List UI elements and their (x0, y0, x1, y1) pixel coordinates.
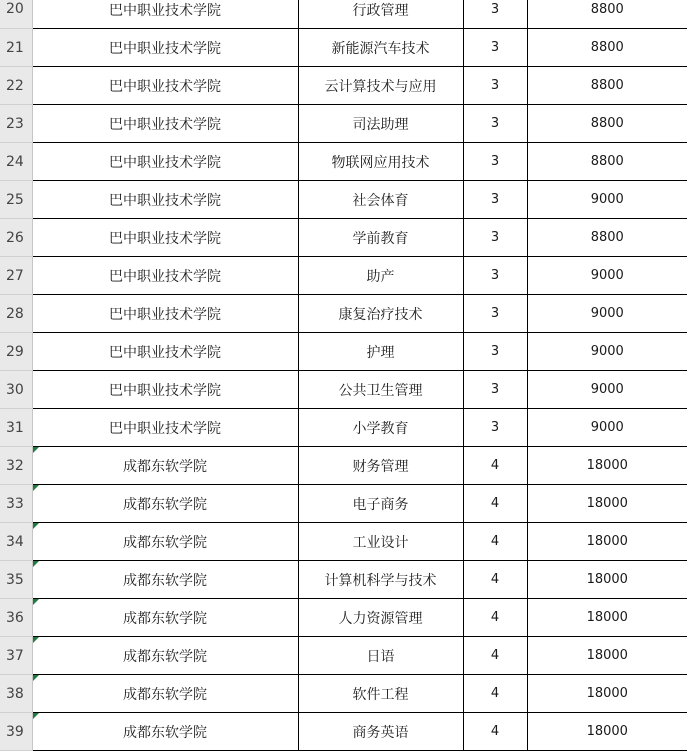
table-row (0, 713, 687, 751)
table-row (0, 181, 687, 219)
cell-school[interactable]: 成都东软学院 (32, 675, 298, 713)
table-row (0, 637, 687, 675)
cell-major[interactable]: 司法助理 (298, 105, 463, 143)
cell-fee[interactable]: 18000 (527, 485, 687, 523)
row-header[interactable]: 29 (0, 333, 32, 371)
cell-major[interactable]: 小学教育 (298, 409, 463, 447)
cell-major[interactable]: 软件工程 (298, 675, 463, 713)
cell-years[interactable]: 4 (463, 523, 527, 561)
cell-major[interactable]: 工业设计 (298, 523, 463, 561)
table-row (0, 561, 687, 599)
cell-major[interactable]: 云计算技术与应用 (298, 67, 463, 105)
cell-years[interactable]: 4 (463, 637, 527, 675)
table-row (0, 447, 687, 485)
row-header[interactable]: 22 (0, 67, 32, 105)
cell-school[interactable]: 巴中职业技术学院 (32, 257, 298, 295)
cell-years[interactable]: 4 (463, 675, 527, 713)
cell-years[interactable]: 4 (463, 485, 527, 523)
cell-fee[interactable]: 18000 (527, 599, 687, 637)
row-header[interactable]: 32 (0, 447, 32, 485)
cell-fee[interactable]: 8800 (527, 29, 687, 67)
cell-fee[interactable]: 9000 (527, 371, 687, 409)
cell-school[interactable]: 成都东软学院 (32, 637, 298, 675)
cell-school[interactable]: 巴中职业技术学院 (32, 67, 298, 105)
cell-fee[interactable]: 8800 (527, 67, 687, 105)
cell-major[interactable]: 学前教育 (298, 219, 463, 257)
cell-major[interactable]: 人力资源管理 (298, 599, 463, 637)
cell-years[interactable]: 3 (463, 257, 527, 295)
row-header[interactable]: 25 (0, 181, 32, 219)
cell-major[interactable]: 日语 (298, 637, 463, 675)
row-header[interactable]: 26 (0, 219, 32, 257)
cell-years[interactable]: 3 (463, 371, 527, 409)
row-header[interactable]: 34 (0, 523, 32, 561)
cell-school[interactable]: 巴中职业技术学院 (32, 295, 298, 333)
cell-major[interactable]: 商务英语 (298, 713, 463, 751)
cell-fee[interactable]: 9000 (527, 181, 687, 219)
cell-school[interactable]: 成都东软学院 (32, 523, 298, 561)
table-row (0, 67, 687, 105)
cell-school[interactable]: 成都东软学院 (32, 599, 298, 637)
cell-major[interactable]: 助产 (298, 257, 463, 295)
cell-school[interactable]: 巴中职业技术学院 (32, 333, 298, 371)
table-row (0, 523, 687, 561)
row-header[interactable]: 38 (0, 675, 32, 713)
table-row (0, 599, 687, 637)
cell-school[interactable]: 巴中职业技术学院 (32, 409, 298, 447)
table-row (0, 257, 687, 295)
cell-years[interactable]: 3 (463, 219, 527, 257)
row-header[interactable]: 24 (0, 143, 32, 181)
row-header[interactable]: 36 (0, 599, 32, 637)
cell-years[interactable]: 3 (463, 295, 527, 333)
cell-major[interactable]: 物联网应用技术 (298, 143, 463, 181)
cell-major[interactable]: 财务管理 (298, 447, 463, 485)
table-row (0, 143, 687, 181)
cell-major[interactable]: 社会体育 (298, 181, 463, 219)
cell-major[interactable]: 计算机科学与技术 (298, 561, 463, 599)
cell-years[interactable]: 4 (463, 599, 527, 637)
cell-school[interactable]: 成都东软学院 (32, 713, 298, 751)
cell-major[interactable]: 护理 (298, 333, 463, 371)
table-row (0, 105, 687, 143)
cell-years[interactable]: 3 (463, 409, 527, 447)
cell-fee[interactable]: 9000 (527, 333, 687, 371)
cell-fee[interactable]: 18000 (527, 447, 687, 485)
row-header[interactable]: 37 (0, 637, 32, 675)
row-header[interactable]: 20 (0, 0, 32, 29)
cell-years[interactable]: 3 (463, 67, 527, 105)
cell-school[interactable]: 巴中职业技术学院 (32, 29, 298, 67)
table-row (0, 409, 687, 447)
row-header[interactable]: 28 (0, 295, 32, 333)
row-header[interactable]: 30 (0, 371, 32, 409)
cell-years[interactable]: 3 (463, 181, 527, 219)
cell-major[interactable]: 康复治疗技术 (298, 295, 463, 333)
cell-years[interactable]: 3 (463, 333, 527, 371)
row-header[interactable]: 23 (0, 105, 32, 143)
cell-major[interactable]: 电子商务 (298, 485, 463, 523)
cell-fee[interactable]: 18000 (527, 675, 687, 713)
cell-fee[interactable]: 9000 (527, 409, 687, 447)
cell-years[interactable]: 4 (463, 713, 527, 751)
cell-fee[interactable]: 18000 (527, 523, 687, 561)
cell-fee[interactable]: 18000 (527, 713, 687, 751)
row-header[interactable]: 35 (0, 561, 32, 599)
cell-school[interactable]: 成都东软学院 (32, 561, 298, 599)
cell-school[interactable]: 巴中职业技术学院 (32, 0, 298, 29)
cell-years[interactable]: 3 (463, 29, 527, 67)
table-row (0, 675, 687, 713)
cell-years[interactable]: 3 (463, 0, 527, 29)
cell-school[interactable]: 成都东软学院 (32, 485, 298, 523)
cell-fee[interactable]: 9000 (527, 295, 687, 333)
cell-major[interactable]: 行政管理 (298, 0, 463, 29)
cell-fee[interactable]: 8800 (527, 0, 687, 29)
row-header[interactable]: 33 (0, 485, 32, 523)
cell-years[interactable]: 4 (463, 447, 527, 485)
cell-years[interactable]: 3 (463, 105, 527, 143)
table-row (0, 219, 687, 257)
cell-years[interactable]: 3 (463, 143, 527, 181)
cell-fee[interactable]: 8800 (527, 143, 687, 181)
cell-fee[interactable]: 18000 (527, 637, 687, 675)
row-header[interactable]: 27 (0, 257, 32, 295)
row-header[interactable]: 21 (0, 29, 32, 67)
cell-major[interactable]: 新能源汽车技术 (298, 29, 463, 67)
cell-major[interactable]: 公共卫生管理 (298, 371, 463, 409)
cell-school[interactable]: 巴中职业技术学院 (32, 371, 298, 409)
cell-school[interactable]: 巴中职业技术学院 (32, 143, 298, 181)
cell-school[interactable]: 巴中职业技术学院 (32, 219, 298, 257)
cell-school[interactable]: 巴中职业技术学院 (32, 105, 298, 143)
cell-school[interactable]: 成都东软学院 (32, 447, 298, 485)
table-row (0, 29, 687, 67)
table-row (0, 485, 687, 523)
cell-fee[interactable]: 8800 (527, 219, 687, 257)
cell-school[interactable]: 巴中职业技术学院 (32, 181, 298, 219)
table-row (0, 371, 687, 409)
cell-fee[interactable]: 18000 (527, 561, 687, 599)
table-row (0, 0, 687, 29)
table-row (0, 333, 687, 371)
cell-fee[interactable]: 9000 (527, 257, 687, 295)
table-row (0, 295, 687, 333)
row-header[interactable]: 39 (0, 713, 32, 751)
cell-fee[interactable]: 8800 (527, 105, 687, 143)
row-header[interactable]: 31 (0, 409, 32, 447)
cell-years[interactable]: 4 (463, 561, 527, 599)
